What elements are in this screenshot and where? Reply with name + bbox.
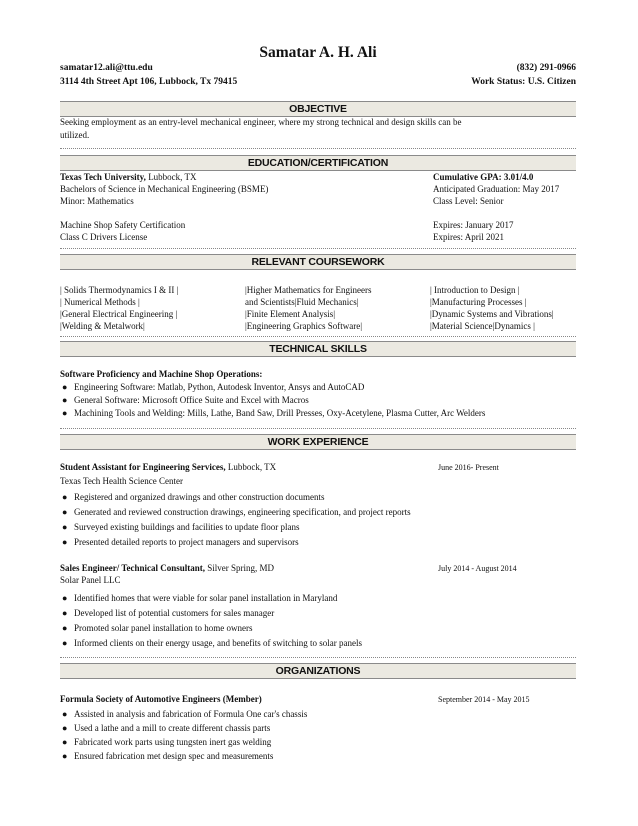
- bullet-icon: ●: [62, 723, 68, 733]
- candidate-name: Samatar A. H. Ali: [259, 44, 377, 61]
- course-item: |Material Science|Dynamics |: [430, 321, 535, 331]
- work-status: Work Status: U.S. Citizen: [471, 77, 576, 87]
- bullet-icon: ●: [62, 608, 68, 618]
- minor: Minor: Mathematics: [60, 196, 134, 206]
- section-header-objective: OBJECTIVE: [60, 101, 576, 117]
- phone: (832) 291-0966: [516, 63, 576, 73]
- section-header-skills: TECHNICAL SKILLS: [60, 341, 576, 357]
- job-dates: July 2014 - August 2014: [438, 564, 517, 573]
- bullet-icon: ●: [62, 751, 68, 761]
- job-org: Solar Panel LLC: [60, 575, 121, 585]
- course-item: |Engineering Graphics Software|: [245, 321, 363, 331]
- bullet-icon: ●: [62, 623, 68, 633]
- divider: [60, 248, 576, 249]
- job-title: Student Assistant for Engineering Services,: [60, 462, 226, 472]
- gpa: Cumulative GPA: 3.01/4.0: [433, 172, 534, 182]
- bullet-icon: ●: [62, 709, 68, 719]
- school-name: Texas Tech University,: [60, 172, 146, 182]
- skills-subtitle: Software Proficiency and Machine Shop Operations:: [60, 369, 263, 379]
- course-item: |General Electrical Engineering |: [60, 309, 178, 319]
- graduation: Anticipated Graduation: May 2017: [433, 184, 560, 194]
- certification-1-expiry: Expires: January 2017: [433, 220, 514, 230]
- divider: [60, 148, 576, 149]
- course-item: | Numerical Methods |: [60, 297, 140, 307]
- section-header-organizations: ORGANIZATIONS: [60, 663, 576, 679]
- job-title-line: [60, 462, 276, 472]
- school-line: [60, 172, 197, 182]
- section-header-coursework: RELEVANT COURSEWORK: [60, 254, 576, 270]
- objective-text-2: utilized.: [60, 130, 90, 140]
- course-item: |Higher Mathematics for Engineers: [245, 285, 372, 295]
- class-level: Class Level: Senior: [433, 196, 504, 206]
- objective-text-1: Seeking employment as an entry-level mechanical engineer, where my strong technical and design skills can be: [60, 117, 462, 127]
- bullet-icon: ●: [62, 408, 68, 418]
- bullet-icon: ●: [62, 737, 68, 747]
- course-item: | Introduction to Design |: [430, 285, 520, 295]
- bullet-icon: ●: [62, 638, 68, 648]
- job-title: Sales Engineer/ Technical Consultant,: [60, 563, 206, 573]
- course-item: |Welding & Metalwork|: [60, 321, 145, 331]
- contact-line-1: [60, 63, 576, 73]
- job-title-line: [60, 563, 274, 573]
- job-dates: June 2016- Present: [438, 463, 499, 472]
- bullet-icon: ●: [62, 507, 68, 517]
- divider: [60, 336, 576, 337]
- degree: Bachelors of Science in Mechanical Engineering (BSME): [60, 184, 269, 194]
- bullet-icon: ●: [62, 522, 68, 532]
- divider: [60, 428, 576, 429]
- bullet-icon: ●: [62, 382, 68, 392]
- email: samatar12.ali@ttu.edu: [60, 63, 153, 73]
- contact-line-2: [60, 77, 576, 87]
- course-item: |Manufacturing Processes |: [430, 297, 527, 307]
- certification-2: Class C Drivers License: [60, 232, 148, 242]
- organization-dates: September 2014 - May 2015: [438, 695, 530, 704]
- certification-1: Machine Shop Safety Certification: [60, 220, 186, 230]
- job-location: Lubbock, TX: [225, 462, 277, 472]
- address: 3114 4th Street Apt 106, Lubbock, Tx 79415: [60, 77, 238, 87]
- school-location: Lubbock, TX: [145, 172, 197, 182]
- certification-2-expiry: Expires: April 2021: [433, 232, 504, 242]
- bullet-icon: ●: [62, 593, 68, 603]
- course-item: and Scientists|Fluid Mechanics|: [245, 297, 359, 307]
- bullet-icon: ●: [62, 395, 68, 405]
- section-header-experience: WORK EXPERIENCE: [60, 434, 576, 450]
- bullet-icon: ●: [62, 492, 68, 502]
- job-org: Texas Tech Health Science Center: [60, 476, 184, 486]
- bullet-icon: ●: [62, 537, 68, 547]
- course-item: |Dynamic Systems and Vibrations|: [430, 309, 554, 319]
- section-header-education: EDUCATION/CERTIFICATION: [60, 155, 576, 171]
- course-item: | Solids Thermodynamics I & II |: [60, 285, 179, 295]
- divider: [60, 657, 576, 658]
- job-location: Silver Spring, MD: [205, 563, 275, 573]
- course-item: |Finite Element Analysis|: [245, 309, 336, 319]
- organization-title: Formula Society of Automotive Engineers (Member): [60, 694, 262, 704]
